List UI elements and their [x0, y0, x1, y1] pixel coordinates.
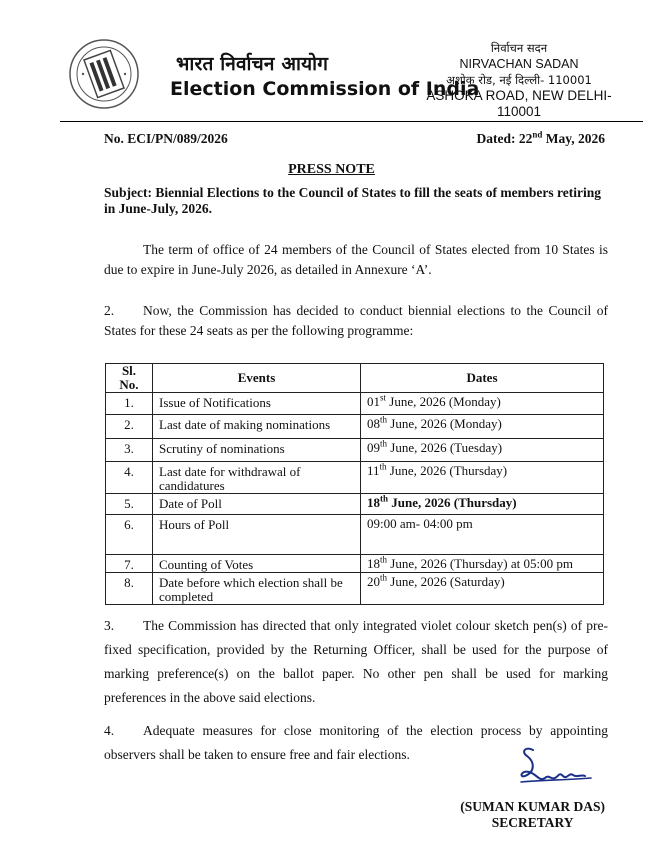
table-row: [106, 555, 604, 573]
table-row: [106, 415, 604, 439]
date-part: 18: [367, 556, 380, 571]
date-sup: th: [380, 414, 388, 425]
date-part: 11: [367, 463, 380, 478]
row-event: Date before which election shall be completed: [153, 573, 361, 605]
date-part: 09: [367, 440, 380, 455]
date-part: June, 2026 (Thursday): [386, 463, 508, 478]
date-part: 09:00 am- 04:00 pm: [367, 516, 473, 531]
date-part: June, 2026 (Thursday) at 05:00 pm: [387, 556, 573, 571]
subject-text: Biennial Elections to the Council of States to fill the seats of members retiring in June-July, 2026.: [104, 185, 601, 216]
row-date: [361, 515, 604, 555]
row-sl: 1.: [106, 393, 153, 415]
address-line-hindi-1: निर्वाचन सदन: [490, 41, 548, 55]
row-sl: 8.: [106, 573, 153, 605]
date-prefix: Dated: 22: [476, 131, 533, 146]
date-part: June, 2026 (Saturday): [387, 574, 505, 589]
row-sl: 3.: [106, 439, 153, 462]
signatory-name: (SUMAN KUMAR DAS): [460, 799, 605, 814]
date-part: June, 2026 (Tuesday): [387, 440, 503, 455]
signatory-designation: SECRETARY: [491, 815, 574, 830]
table-row: [106, 494, 604, 515]
row-event: Counting of Votes: [153, 555, 361, 573]
row-date: [361, 415, 604, 439]
date-sup: th: [380, 554, 388, 565]
para-4-text: Adequate measures for close monitoring of the election process by appointing observers shall be taken to ensure free and fair elections.: [104, 723, 608, 762]
election-programme-table: [105, 363, 604, 605]
row-date: [361, 462, 604, 494]
row-event: Last date for withdrawal of candidatures: [153, 462, 361, 494]
row-event: Hours of Poll: [153, 515, 361, 555]
para-4-number: 4.: [104, 723, 115, 738]
address-line-4: ASHOKA ROAD, NEW DELHI-110001: [426, 88, 612, 119]
row-date: [361, 439, 604, 462]
date-sup: th: [380, 572, 388, 583]
paragraph-1: The term of office of 24 members of the Council of States elected from 10 States is due to expire in June-July 2026, as detailed in Annexure ‘A’.: [104, 242, 608, 277]
reference-number: No. ECI/PN/089/2026: [104, 131, 228, 146]
header-dates: Dates: [361, 364, 604, 393]
press-note-title: PRESS NOTE: [288, 162, 375, 177]
table-row: [106, 515, 604, 555]
row-sl: 2.: [106, 415, 153, 439]
date-sup: th: [379, 461, 387, 472]
row-date: [361, 494, 604, 515]
subject-label: Subject:: [104, 185, 152, 200]
row-date: [361, 573, 604, 605]
address-line-2: NIRVACHAN SADAN: [459, 57, 579, 71]
date-part: 01: [367, 394, 380, 409]
row-sl: 6.: [106, 515, 153, 555]
date-sup: th: [380, 438, 388, 449]
table-row: [106, 393, 604, 415]
date-part: 18: [367, 495, 380, 510]
address-block: [409, 40, 629, 120]
para-3-text: The Commission has directed that only integrated violet colour sketch pen(s) of pre-fixed specification, provided by the Returning Officer, shall be used for the purpose of marking preference(s) on the ballot paper. No other pen shall be used for marking preferences in the above said elections.: [104, 618, 608, 705]
row-sl: 4.: [106, 462, 153, 494]
row-event: Scrutiny of nominations: [153, 439, 361, 462]
row-event: Issue of Notifications: [153, 393, 361, 415]
signature: [515, 742, 593, 790]
eci-logo: [68, 38, 140, 110]
date-part: 08: [367, 416, 380, 431]
para-3-number: 3.: [104, 618, 115, 633]
date-part: 20: [367, 574, 380, 589]
row-event: Last date of making nominations: [153, 415, 361, 439]
row-event: Date of Poll: [153, 494, 361, 515]
date-part: June, 2026 (Monday): [387, 416, 502, 431]
subject: [104, 185, 604, 217]
header-divider: [60, 121, 643, 122]
date-line: [476, 131, 605, 147]
table-row: [106, 439, 604, 462]
date-part: June, 2026 (Monday): [386, 394, 501, 409]
signatory-block: [460, 799, 605, 831]
address-line-hindi-3: अशोक रोड, नई दिल्ली- 110001: [446, 73, 592, 87]
org-name-english: Election Commission of India: [170, 78, 480, 100]
table-header-row: [106, 364, 604, 393]
row-sl: 5.: [106, 494, 153, 515]
table-row: [106, 462, 604, 494]
row-date: [361, 555, 604, 573]
date-sup: st: [380, 392, 387, 403]
row-sl: 7.: [106, 555, 153, 573]
paragraph-2: [104, 301, 608, 341]
header-events: Events: [153, 364, 361, 393]
para-2-number: 2.: [104, 303, 115, 318]
header-sl-no: Sl. No.: [106, 364, 153, 393]
date-suffix: May, 2026: [542, 131, 605, 146]
para-2-text: Now, the Commission has decided to conduct biennial elections to the Council of States for these 24 seats as per the following programme:: [104, 303, 608, 338]
paragraph-3: [104, 614, 608, 710]
date-sup: nd: [532, 129, 543, 140]
row-date: [361, 393, 604, 415]
table-row: [106, 573, 604, 605]
org-name-hindi: भारत निर्वाचन आयोग: [176, 53, 329, 75]
date-part: June, 2026 (Thursday): [388, 495, 517, 510]
date-sup: th: [380, 493, 389, 504]
